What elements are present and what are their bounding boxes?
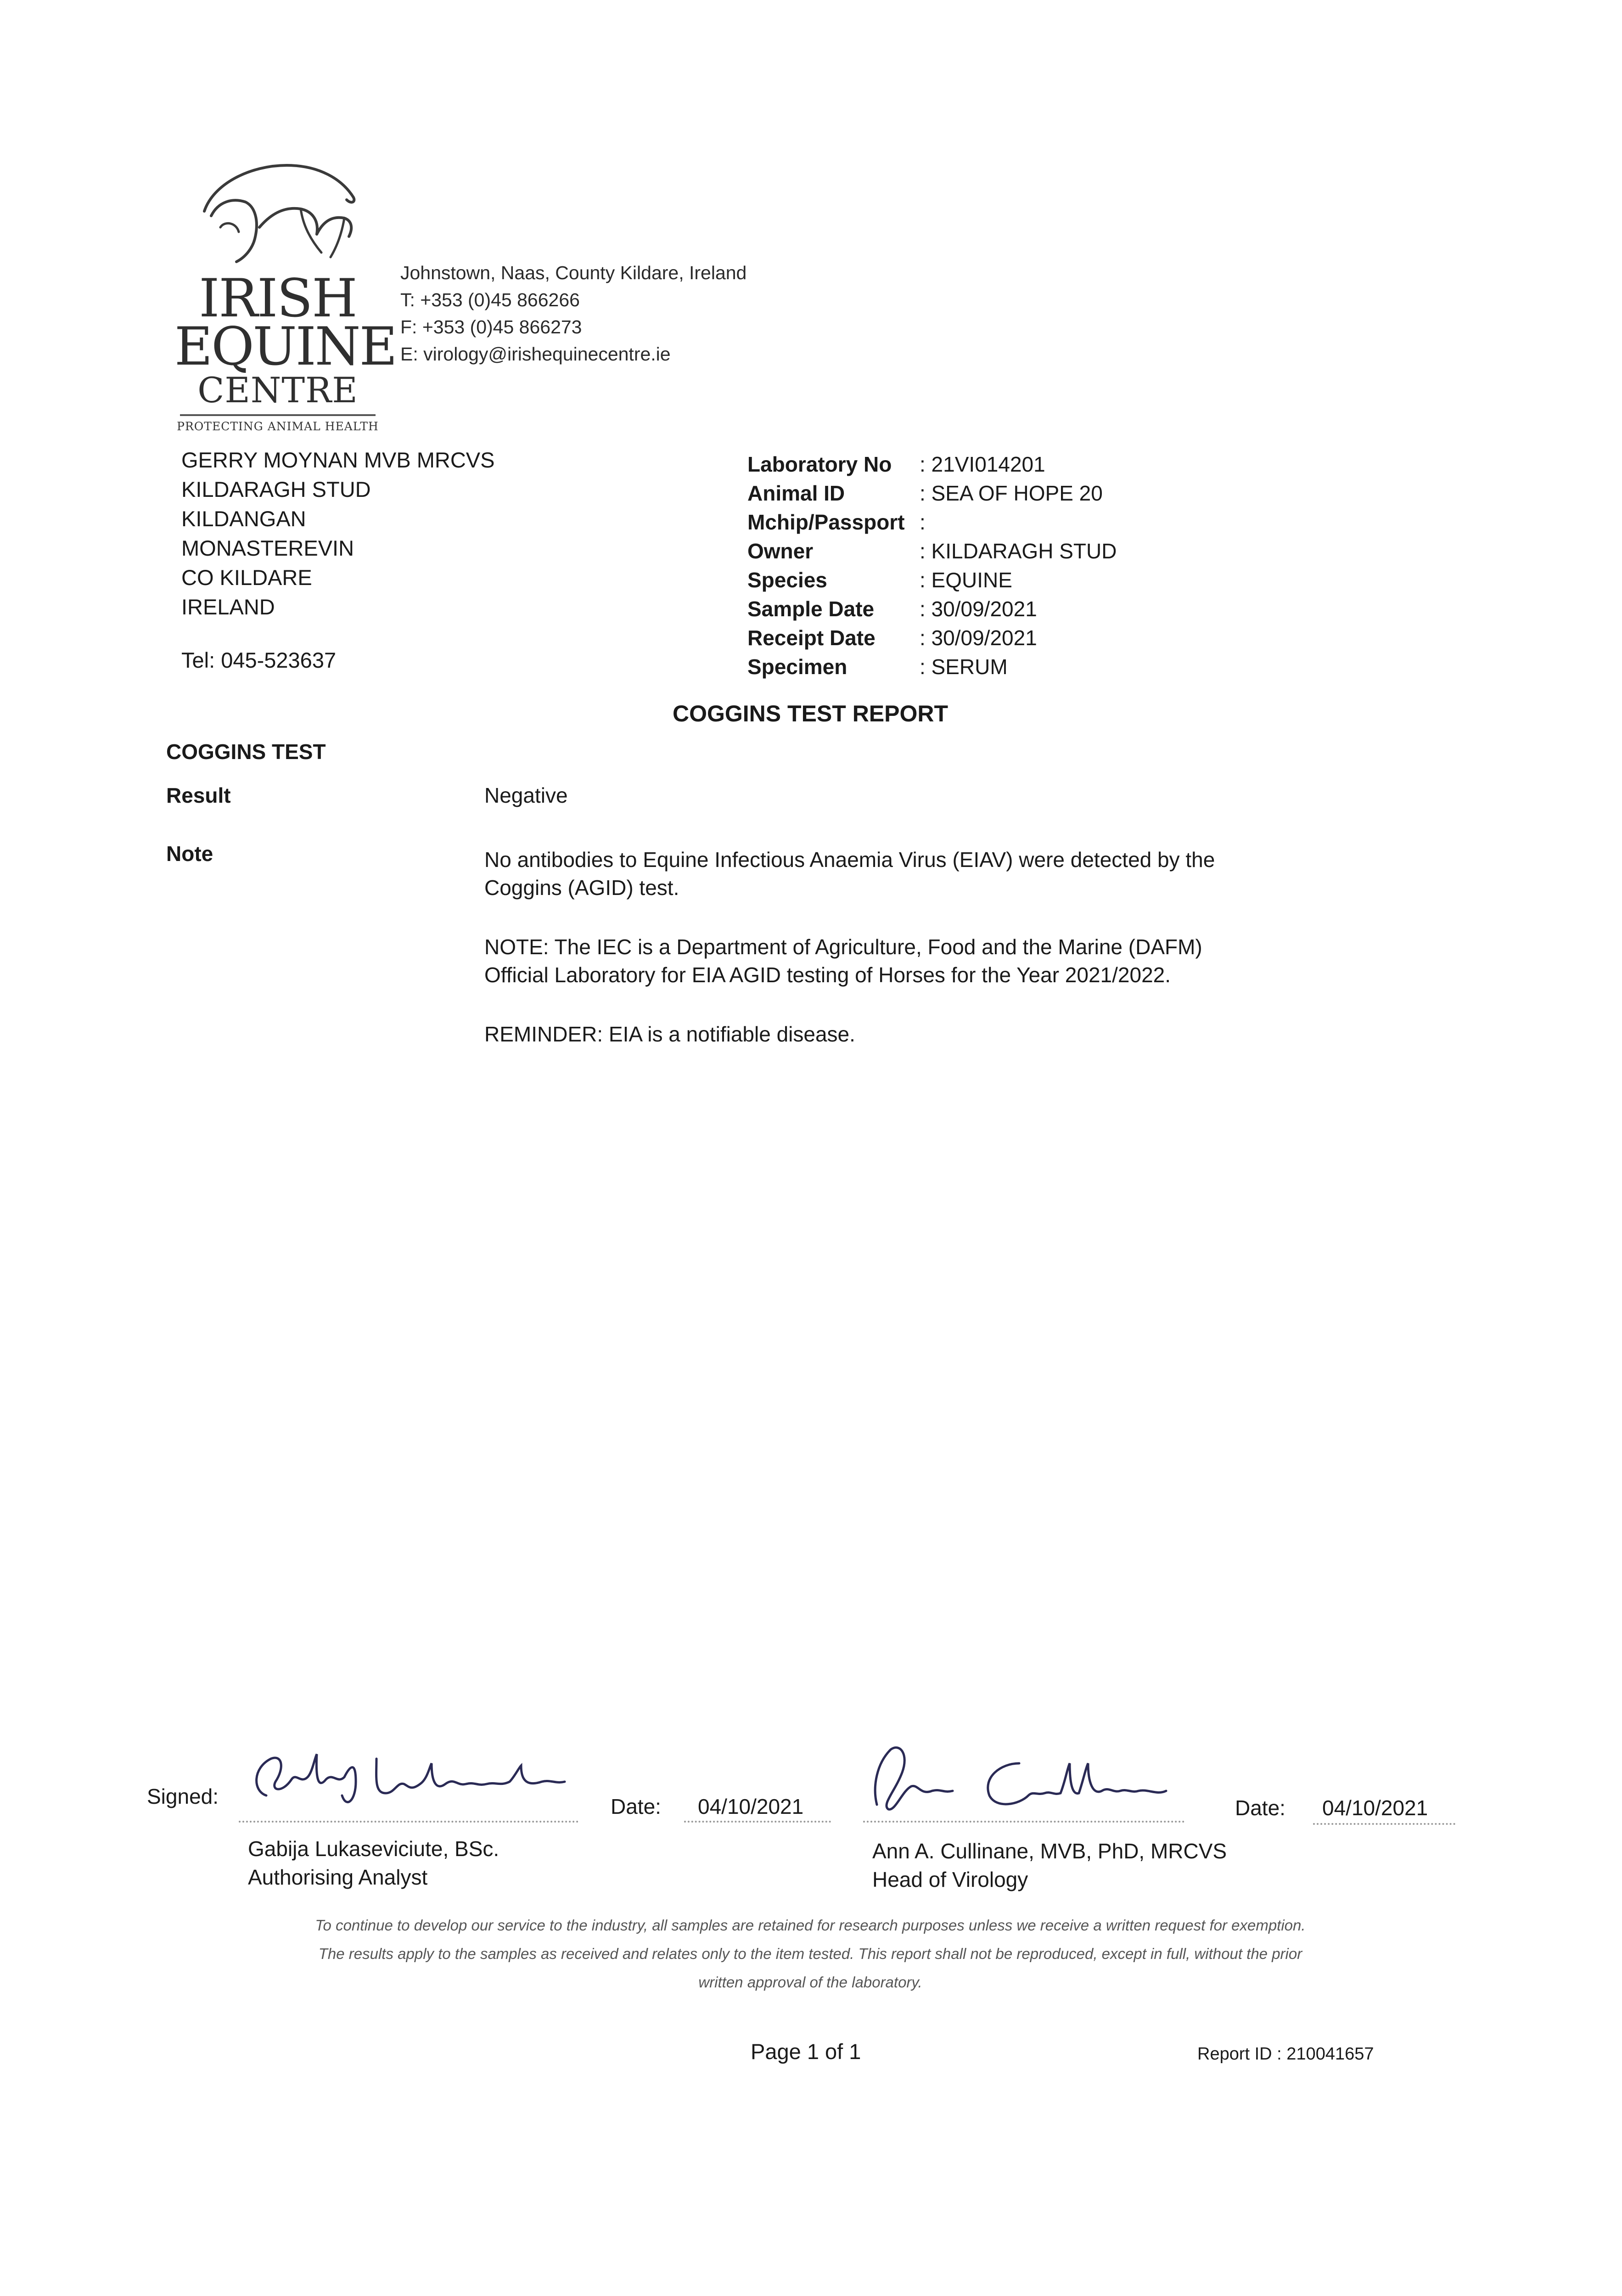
lab-info-row	[747, 566, 1117, 595]
signer-2-role: Head of Virology	[872, 1868, 1028, 1891]
signer-2-name: Ann A. Cullinane, MVB, PhD, MRCVS	[872, 1839, 1227, 1863]
contact-phone: T: +353 (0)45 866266	[400, 289, 580, 310]
signature-2	[863, 1736, 1184, 1823]
lab-info-value: : 30/09/2021	[920, 626, 1037, 650]
lab-info-value: : SERUM	[920, 655, 1008, 679]
disclaimer	[207, 1911, 1414, 1997]
recipient-line: MONASTEREVIN	[181, 536, 354, 560]
contact-block	[400, 259, 746, 368]
recipient-line: KILDARAGH STUD	[181, 477, 371, 501]
report-id: Report ID : 210041657	[1197, 2044, 1374, 2064]
logo-equine-text: EQUINE	[174, 316, 396, 377]
lab-info-label: Animal ID	[747, 481, 845, 505]
recipient-line: GERRY MOYNAN MVB MRCVS	[181, 448, 495, 472]
date-1-line	[684, 1821, 831, 1823]
recipient-line: KILDANGAN	[181, 506, 306, 531]
note-text	[484, 846, 1237, 1080]
note-label: Note	[166, 842, 213, 866]
logo-centre-text: CENTRE	[197, 370, 358, 411]
result-value: Negative	[484, 783, 568, 807]
lab-info-label: Species	[747, 568, 827, 592]
note-paragraph: NOTE: The IEC is a Department of Agriculture, Food and the Marine (DAFM) Official Laboratory for EIA AGID testing of Horses for the Year 2021/2022.	[484, 935, 1202, 987]
disclaimer-line: The results apply to the samples as received and relates only to the item tested. This report shall not be reproduced, except in full, without the prior	[318, 1945, 1302, 1962]
horse-icon	[186, 147, 370, 271]
signer-1-details	[248, 1835, 499, 1891]
lab-info-row	[747, 450, 1117, 479]
recipient-address	[181, 445, 495, 622]
lab-info-value: :	[920, 510, 926, 534]
report-title: COGGINS TEST REPORT	[673, 701, 949, 726]
disclaimer-line: written approval of the laboratory.	[698, 1974, 922, 1991]
lab-info-row	[747, 508, 1117, 537]
lab-info-value: : SEA OF HOPE 20	[920, 481, 1103, 505]
lab-info-label: Receipt Date	[747, 626, 876, 650]
date-2-value: 04/10/2021	[1322, 1796, 1428, 1820]
page-number: Page 1 of 1	[751, 2039, 861, 2064]
disclaimer-line: To continue to develop our service to the industry, all samples are retained for research purposes unless we receive a written request for exemption.	[315, 1917, 1306, 1934]
result-label: Result	[166, 783, 231, 807]
lab-info-row	[747, 595, 1117, 624]
lab-info-row	[747, 624, 1117, 653]
lab-info-value: : KILDARAGH STUD	[920, 539, 1117, 563]
date-2-line	[1313, 1823, 1455, 1825]
lab-info-label: Owner	[747, 539, 814, 563]
recipient-line: CO KILDARE	[181, 565, 312, 590]
contact-email[interactable]: E: virology@irishequinecentre.ie	[400, 343, 671, 365]
note-paragraph: REMINDER: EIA is a notifiable disease.	[484, 1022, 855, 1046]
lab-info-value: : 30/09/2021	[920, 597, 1037, 621]
recipient-tel: Tel: 045-523637	[181, 648, 337, 672]
lab-info-row	[747, 479, 1117, 508]
lab-info-table	[747, 450, 1117, 681]
lab-info-label: Laboratory No	[747, 452, 892, 476]
signature-1-scribble	[239, 1740, 578, 1821]
signer-1-role: Authorising Analyst	[248, 1865, 428, 1889]
date-2-label: Date:	[1235, 1796, 1285, 1820]
signature-2-scribble	[863, 1736, 1184, 1821]
lab-info-label: Sample Date	[747, 597, 875, 621]
recipient-line: IRELAND	[181, 595, 275, 619]
lab-info-row	[747, 537, 1117, 566]
logo-tagline: PROTECTING ANIMAL HEALTH	[177, 420, 379, 433]
lab-info-row	[747, 653, 1117, 681]
lab-info-value: : EQUINE	[920, 568, 1012, 592]
date-1-label: Date:	[611, 1795, 661, 1818]
logo-irish-text: IRISH	[199, 268, 357, 329]
date-1-value: 04/10/2021	[698, 1795, 804, 1818]
contact-fax: F: +353 (0)45 866273	[400, 316, 582, 338]
contact-address: Johnstown, Naas, County Kildare, Ireland	[400, 262, 747, 283]
lab-info-value: : 21VI014201	[920, 452, 1045, 476]
logo-divider	[180, 414, 376, 416]
note-paragraph: No antibodies to Equine Infectious Anaemia Virus (EIAV) were detected by the Coggins (AGID) test.	[484, 848, 1215, 900]
signer-2-details	[872, 1837, 1227, 1894]
signed-label: Signed:	[147, 1784, 219, 1808]
signature-1	[239, 1740, 578, 1823]
signer-1-name: Gabija Lukaseviciute, BSc.	[248, 1837, 500, 1861]
lab-info-label: Mchip/Passport	[747, 510, 905, 534]
test-name-heading: COGGINS TEST	[166, 740, 326, 764]
lab-info-label: Specimen	[747, 655, 847, 679]
irish-equine-centre-logo	[174, 147, 396, 433]
